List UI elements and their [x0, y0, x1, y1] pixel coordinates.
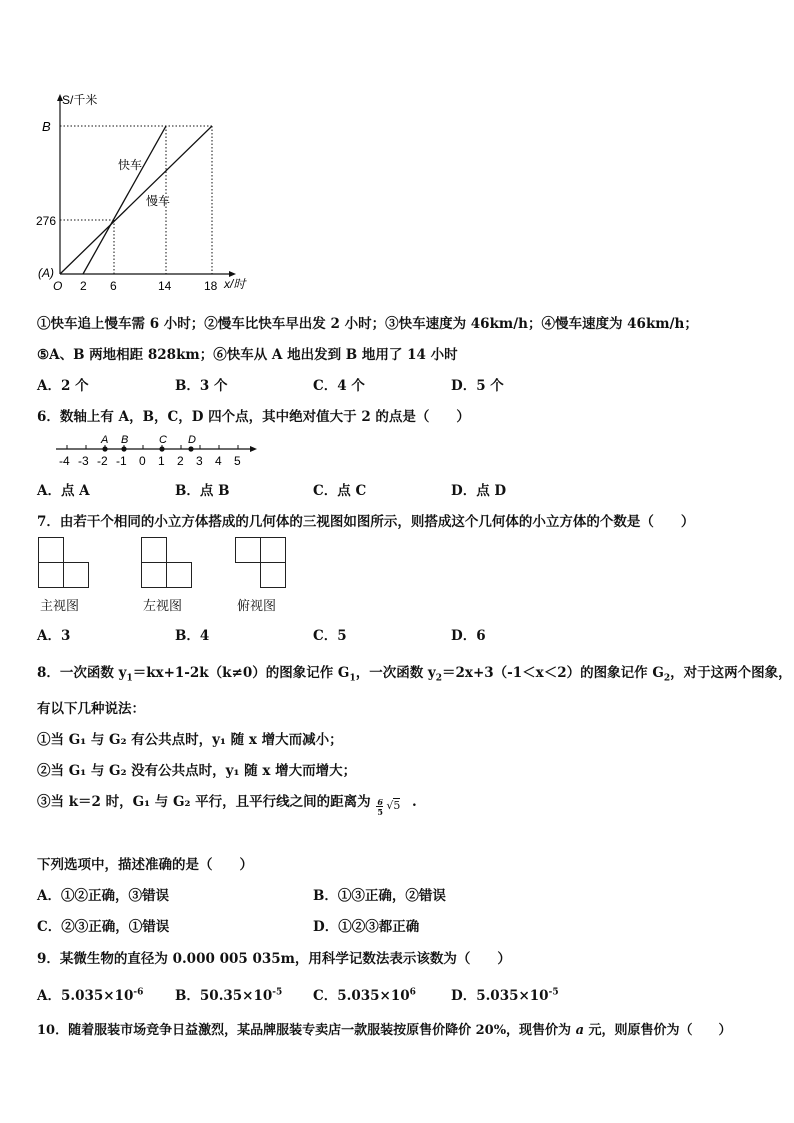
- q7-option-a[interactable]: A．3: [37, 628, 71, 644]
- q7-option-b[interactable]: B．4: [175, 628, 210, 644]
- q9-option-d[interactable]: D．$5.035\times 10^{-5}$: [451, 987, 559, 1004]
- q9-option-a[interactable]: A．$5.035\times 10^{-6}$: [37, 987, 144, 1004]
- q8-option-b[interactable]: B．①③正确，②错误: [313, 888, 446, 904]
- slow-car-line: [60, 126, 212, 274]
- q7-option-d[interactable]: D．6: [451, 628, 486, 644]
- y-tick-276: 276: [36, 214, 57, 228]
- q8-statement-3: ③当 k＝2 时，G₁ 与 G₂ 平行，且平行线之间的距离为 6 5 √5 .: [37, 794, 417, 817]
- top-view-label: 俯视图: [237, 599, 277, 614]
- num-neg4: -4: [59, 454, 70, 468]
- point-B-label: B: [121, 434, 129, 446]
- x-tick-2: 2: [80, 279, 87, 293]
- q6-option-a[interactable]: A．点 A: [37, 483, 90, 499]
- num-2: 2: [177, 454, 184, 468]
- num-neg3: -3: [78, 454, 89, 468]
- fast-car-label: 快车: [118, 158, 143, 172]
- x-tick-6: 6: [110, 279, 117, 293]
- top-view: [235, 537, 291, 617]
- x-axis-label: x/时: [224, 277, 246, 291]
- q5-option-d[interactable]: D．5 个: [451, 378, 504, 394]
- q8-stem: 8．一次函数 $y_1=kx+1-2k(k\ne 0)$的图象记作 $G_1$，一次函数 $y_2=2x+3(-1<x<2)$的图象记作 $G_2$，对于这两个图象，: [37, 665, 792, 684]
- q7-option-c[interactable]: C．5: [313, 628, 347, 644]
- y-tick-B: B: [42, 119, 51, 134]
- point-C-label: C: [159, 434, 167, 446]
- origin-A-label: (A): [38, 266, 54, 280]
- num-4: 4: [215, 454, 222, 468]
- num-1: 1: [158, 454, 165, 468]
- q8-ask: 下列选项中，描述准确的是（ ）: [37, 857, 253, 873]
- q5-statements-line2: ⑤A、B 两地相距 828km；⑥快车从 A 地出发到 B 地用了 14 小时: [37, 347, 458, 363]
- x-tick-14: 14: [158, 279, 172, 293]
- num-0: 0: [139, 454, 146, 468]
- q10-stem: 10．随着服装市场竞争日益激烈，某品牌服装专卖店一款服装按原售价降价 20%，现售价为 a 元，则原售价为（ ）: [37, 1023, 732, 1038]
- slow-car-label: 慢车: [146, 194, 171, 208]
- q6-option-d[interactable]: D．点 D: [451, 483, 507, 499]
- point-D-dot: [188, 446, 193, 451]
- num-5: 5: [234, 454, 241, 468]
- q8-option-d[interactable]: D．①②③都正确: [313, 919, 420, 935]
- left-view-label: 左视图: [143, 599, 183, 614]
- left-view: [141, 537, 197, 617]
- number-line-ticks: [67, 445, 238, 449]
- distance-fraction: 6 5 √5: [377, 796, 401, 817]
- number-line-arrow: [250, 446, 257, 452]
- q8-line2: 有以下几种说法：: [37, 701, 145, 717]
- number-line: [52, 430, 262, 470]
- point-D-label: D: [188, 434, 196, 446]
- q9-stem: 9．某微生物的直径为 0.000 005 035m，用科学记数法表示该数为（ ）: [37, 951, 511, 967]
- point-B-dot: [121, 446, 126, 451]
- point-A-label: A: [101, 434, 109, 446]
- q7-stem: 7．由若干个相同的小立方体搭成的几何体的三视图如图所示，则搭成这个几何体的小立方体的个数是（ ）: [37, 514, 695, 530]
- num-neg1: -1: [116, 454, 127, 468]
- q5-option-a[interactable]: A．2 个: [37, 378, 89, 394]
- num-neg2: -2: [97, 454, 108, 468]
- y-axis-label: S/千米: [62, 93, 98, 107]
- q5-statements-line1: ①快车追上慢车需 6 小时；②慢车比快车早出发 2 小时；③快车速度为 46km/h；④慢车速度为 46km/h；: [37, 316, 698, 332]
- sqrt-symbol: √5: [386, 798, 401, 812]
- front-view-label: 主视图: [40, 599, 80, 614]
- q6-option-c[interactable]: C．点 C: [313, 483, 367, 499]
- q8-statement-2: ②当 G₁ 与 G₂ 没有公共点时，y₁ 随 x 增大而增大；: [37, 763, 357, 779]
- q5-option-b[interactable]: B．3 个: [175, 378, 228, 394]
- q8-statement-1: ①当 G₁ 与 G₂ 有公共点时，y₁ 随 x 增大而减小；: [37, 732, 343, 748]
- front-view: [38, 537, 94, 617]
- point-A-dot: [102, 446, 107, 451]
- q5-option-c[interactable]: C．4 个: [313, 378, 365, 394]
- q9-option-c[interactable]: C．$5.035\times 10^6$: [313, 987, 416, 1004]
- origin-O-label: O: [53, 279, 63, 293]
- num-3: 3: [196, 454, 203, 468]
- q8-option-c[interactable]: C．②③正确，①错误: [37, 919, 170, 935]
- q6-stem: 6．数轴上有 A，B，C，D 四个点，其中绝对值大于 2 的点是（ ）: [37, 409, 470, 425]
- point-C-dot: [159, 446, 164, 451]
- x-tick-18: 18: [204, 279, 218, 293]
- distance-time-graph: [36, 92, 256, 302]
- q9-option-b[interactable]: B．$50.35\times 10^{-5}$: [175, 987, 283, 1004]
- q6-option-b[interactable]: B．点 B: [175, 483, 230, 499]
- q8-option-a[interactable]: A．①②正确，③错误: [37, 888, 169, 904]
